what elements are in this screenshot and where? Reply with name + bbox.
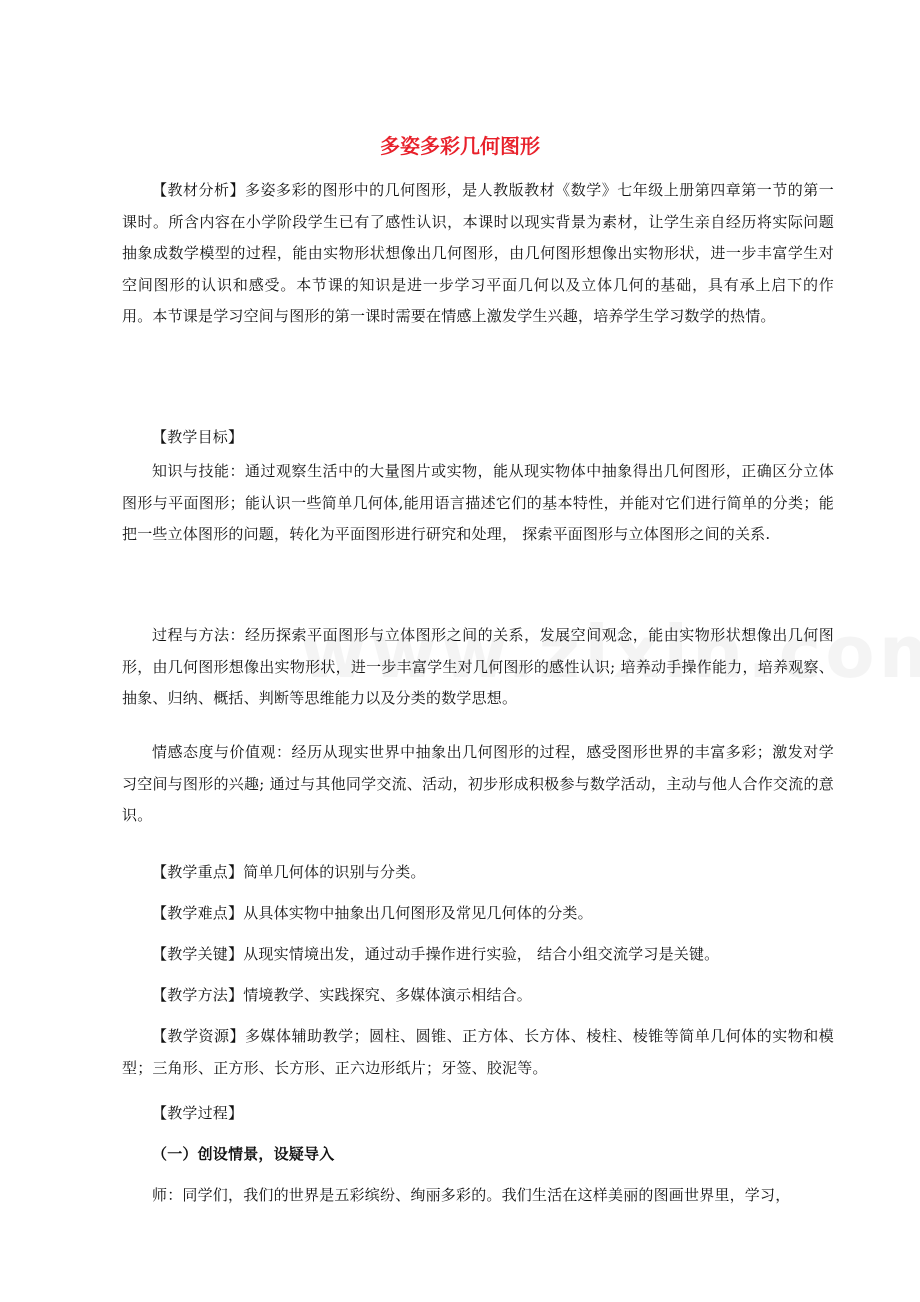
knowledge-skills-paragraph: 知识与技能：通过观察生活中的大量图片或实物，能从现实物体中抽象得出几何图形，正确区分立体图形与平面图形；能认识一些简单几何体,能用语言描述它们的基本特性，并能对它们进行简单的分类；能把一些立体图形的问题，转化为平面图形进行研究和处理， 探索平面图形与立体图形之间的关系. <box>122 462 834 543</box>
teaching-method-tag: 【教学方法】 <box>152 986 244 1004</box>
teaching-key-tag: 【教学重点】 <box>152 863 244 881</box>
process-method-paragraph: 过程与方法：经历探索平面图形与立体图形之间的关系，发展空间观念，能由实物形状想像出几何图形，由几何图形想像出实物形状，进一步丰富学生对几何图形的感性认识; 培养动手操作能力，培养观察、抽象、归纳、概括、判断等思维能力以及分类的数学思想。 <box>122 626 834 707</box>
emotion-values-paragraph: 情感态度与价值观：经历从现实世界中抽象出几何图形的过程，感受图形世界的丰富多彩；激发对学习空间与图形的兴趣; 通过与其他同学交流、活动，初步形成积极参与数学活动，主动与他人合作交流的意识。 <box>122 743 834 824</box>
teaching-process-heading: 【教学过程】 <box>152 1104 244 1122</box>
teaching-goals-heading: 【教学目标】 <box>152 428 244 446</box>
teaching-method-paragraph <box>122 980 834 1012</box>
teaching-method-text: 情境教学、实践探究、多媒体演示相结合。 <box>243 986 533 1004</box>
teaching-key-text: 简单几何体的识别与分类。 <box>243 863 426 881</box>
teaching-crux-paragraph <box>122 939 834 971</box>
teaching-resource-tag: 【教学资源】 <box>152 1027 246 1045</box>
teaching-difficulty-paragraph <box>122 898 834 930</box>
material-analysis-paragraph <box>122 175 834 333</box>
document-title: 多姿多彩几何图形 <box>380 134 540 158</box>
material-analysis-text: 多姿多彩的图形中的几何图形，是人教版教材《数学》七年级上册第四章第一节的第一课时。所含内容在小学阶段学生已有了感性认识，本课时以现实背景为素材，让学生亲自经历将实际问题抽象成数学模型的过程，能由实物形状想像出几何图形，由几何图形想像出实物形状，进一步丰富学生对空间图形的认识和感受。本节课的知识是进一步学习平面几何以及立体几何的基础，具有承上启下的作用。本节课是学习空间与图形的第一课时需要在情感上激发学生兴趣，培养学生学习数学的热情。 <box>122 181 834 325</box>
teaching-difficulty-tag: 【教学难点】 <box>152 904 244 922</box>
teaching-crux-text: 从现实情境出发，通过动手操作进行实验， 结合小组交流学习是关键。 <box>243 945 720 963</box>
section-one-heading: （一）创设情景，设疑导入 <box>152 1145 335 1163</box>
teaching-resource-paragraph <box>122 1021 834 1084</box>
material-analysis-tag: 【教材分析】 <box>152 181 246 199</box>
teaching-crux-tag: 【教学关键】 <box>152 945 244 963</box>
teaching-key-paragraph <box>122 857 834 889</box>
teaching-resource-text: 多媒体辅助教学；圆柱、圆锥、正方体、长方体、棱柱、棱锥等简单几何体的实物和模型；三角形、正方形、长方形、正六边形纸片；牙签、胶泥等。 <box>122 1027 834 1077</box>
teaching-difficulty-text: 从具体实物中抽象出几何图形及常见几何体的分类。 <box>243 904 593 922</box>
teacher-speech-paragraph: 师：同学们，我们的世界是五彩缤纷、绚丽多彩的。我们生活在这样美丽的图画世界里，学习， <box>152 1186 791 1204</box>
